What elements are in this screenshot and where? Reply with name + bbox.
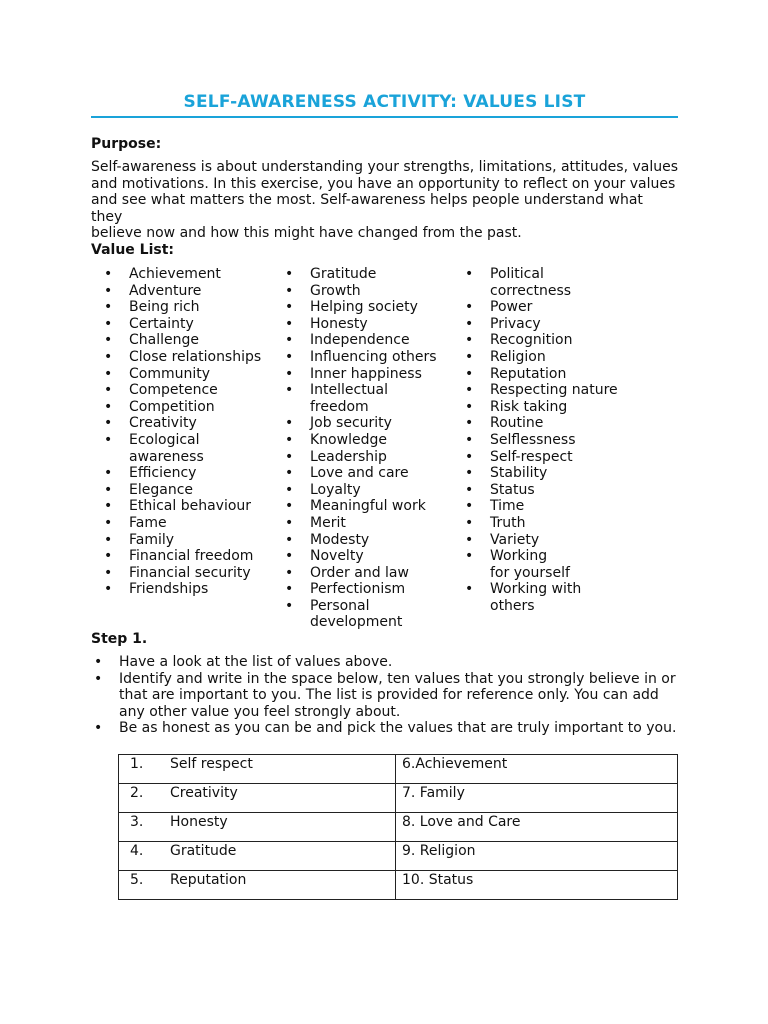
value-item: • Stability: [452, 465, 632, 482]
answer-cell-left[interactable]: [119, 871, 396, 900]
value-item: • Novelty: [272, 548, 452, 565]
value-item: • Job security: [272, 415, 452, 432]
value-item: • Competence: [91, 382, 271, 399]
answer-cell-right[interactable]: [396, 813, 678, 842]
purpose-line: Self-awareness is about understanding your strengths, limitations, attitudes, values: [91, 159, 679, 175]
value-item: • Religion: [452, 349, 632, 366]
answer-cell-left[interactable]: [119, 755, 396, 784]
value-item: • Efficiency: [91, 465, 271, 482]
value-item: • Fame: [91, 515, 271, 532]
value-item: • Loyalty: [272, 482, 452, 499]
value-item: • Leadership: [272, 449, 452, 466]
purpose-paragraph: [91, 159, 678, 242]
value-item: • Time: [452, 498, 632, 515]
value-item: • Love and care: [272, 465, 452, 482]
value-item: • Community: [91, 366, 271, 383]
answer-value: Creativity: [170, 785, 238, 801]
value-item: • Friendships: [91, 581, 271, 598]
answer-value: 7. Family: [402, 785, 465, 801]
value-item: • Routine: [452, 415, 632, 432]
value-item: • Reputation: [452, 366, 632, 383]
answer-value: 8. Love and Care: [402, 814, 521, 830]
values-answer-table: [118, 754, 678, 900]
answer-value: Gratitude: [170, 843, 237, 859]
value-item: • Honesty: [272, 316, 452, 333]
answer-value: 9. Religion: [402, 843, 476, 859]
value-item: • Variety: [452, 532, 632, 549]
value-list-column-3: [452, 266, 632, 614]
value-item: • Modesty: [272, 532, 452, 549]
value-item: • Working with others: [452, 581, 590, 614]
value-item: • Truth: [452, 515, 632, 532]
answer-cell-right[interactable]: [396, 784, 678, 813]
value-item: • Influencing others: [272, 349, 452, 366]
table-row: [119, 842, 678, 871]
value-item: • Risk taking: [452, 399, 632, 416]
value-item: • Adventure: [91, 283, 271, 300]
instruction-item: • Be as honest as you can be and pick the values that are truly important to you.: [91, 720, 678, 737]
value-item: • Financial security: [91, 565, 271, 582]
title-underline: [91, 116, 678, 118]
value-item: • Status: [452, 482, 632, 499]
value-item: • Family: [91, 532, 271, 549]
value-item: • Selflessness: [452, 432, 632, 449]
value-item: • Being rich: [91, 299, 271, 316]
answer-value: 10. Status: [402, 872, 474, 888]
step1-heading: Step 1.: [91, 631, 148, 647]
value-item: • Competition: [91, 399, 271, 416]
table-row: [119, 813, 678, 842]
value-item: • Self-respect: [452, 449, 632, 466]
answer-value: Reputation: [170, 872, 247, 888]
value-item: • Independence: [272, 332, 452, 349]
instruction-item: • Have a look at the list of values above.: [91, 654, 678, 671]
answer-number: 5.: [130, 872, 144, 888]
value-item: • Inner happiness: [272, 366, 452, 383]
value-list-heading: Value List:: [91, 242, 174, 258]
value-item: • Achievement: [91, 266, 271, 283]
value-item: • Meaningful work: [272, 498, 452, 515]
value-item: • Ecological awareness: [91, 432, 229, 465]
value-list-column-1: [91, 266, 271, 598]
purpose-heading: Purpose:: [91, 136, 162, 152]
table-row: [119, 784, 678, 813]
value-item: • Respecting nature: [452, 382, 632, 399]
answer-number: 1.: [130, 756, 144, 772]
value-item: • Elegance: [91, 482, 271, 499]
value-item: • Helping society: [272, 299, 452, 316]
value-item: • Power: [452, 299, 632, 316]
answer-cell-right[interactable]: [396, 755, 678, 784]
value-item: • Growth: [272, 283, 452, 300]
value-item: • Personal development: [272, 598, 410, 631]
answer-cell-left[interactable]: [119, 813, 396, 842]
value-item: • Working for yourself: [452, 548, 570, 581]
value-list-column-2: [272, 266, 452, 631]
value-item: • Certainty: [91, 316, 271, 333]
answer-number: 4.: [130, 843, 144, 859]
instruction-item: • Identify and write in the space below, ten values that you strongly believe in or that are important to you. The list is provided for reference only. You can add any other value you feel strongly about.: [91, 671, 678, 721]
value-item: • Ethical behaviour: [91, 498, 271, 515]
purpose-line: believe now and how this might have changed from the past.: [91, 225, 522, 242]
answer-number: 3.: [130, 814, 144, 830]
value-item: • Intellectual freedom: [272, 382, 410, 415]
value-item: • Knowledge: [272, 432, 452, 449]
value-item: • Gratitude: [272, 266, 452, 283]
value-item: • Financial freedom: [91, 548, 271, 565]
value-item: • Close relationships: [91, 349, 271, 366]
purpose-line: and see what matters the most. Self-awareness helps people understand what they: [91, 192, 643, 225]
value-item: • Merit: [272, 515, 452, 532]
answer-value: Honesty: [170, 814, 228, 830]
value-item: • Order and law: [272, 565, 452, 582]
value-item: • Challenge: [91, 332, 271, 349]
answer-number: 2.: [130, 785, 144, 801]
value-item: • Privacy: [452, 316, 632, 333]
value-item: • Recognition: [452, 332, 632, 349]
value-item: • Political correctness: [452, 266, 590, 299]
answer-value: Self respect: [170, 756, 253, 772]
answer-cell-right[interactable]: [396, 871, 678, 900]
purpose-line: and motivations. In this exercise, you have an opportunity to reflect on your values: [91, 175, 676, 192]
answer-cell-left[interactable]: [119, 784, 396, 813]
value-item: • Creativity: [91, 415, 271, 432]
answer-cell-right[interactable]: [396, 842, 678, 871]
step1-instructions: [91, 654, 678, 737]
table-row: [119, 755, 678, 784]
answer-cell-left[interactable]: [119, 842, 396, 871]
table-row: [119, 871, 678, 900]
page-title: SELF-AWARENESS ACTIVITY: VALUES LIST: [183, 92, 586, 112]
answer-value: 6.Achievement: [402, 756, 508, 772]
value-item: • Perfectionism: [272, 581, 452, 598]
